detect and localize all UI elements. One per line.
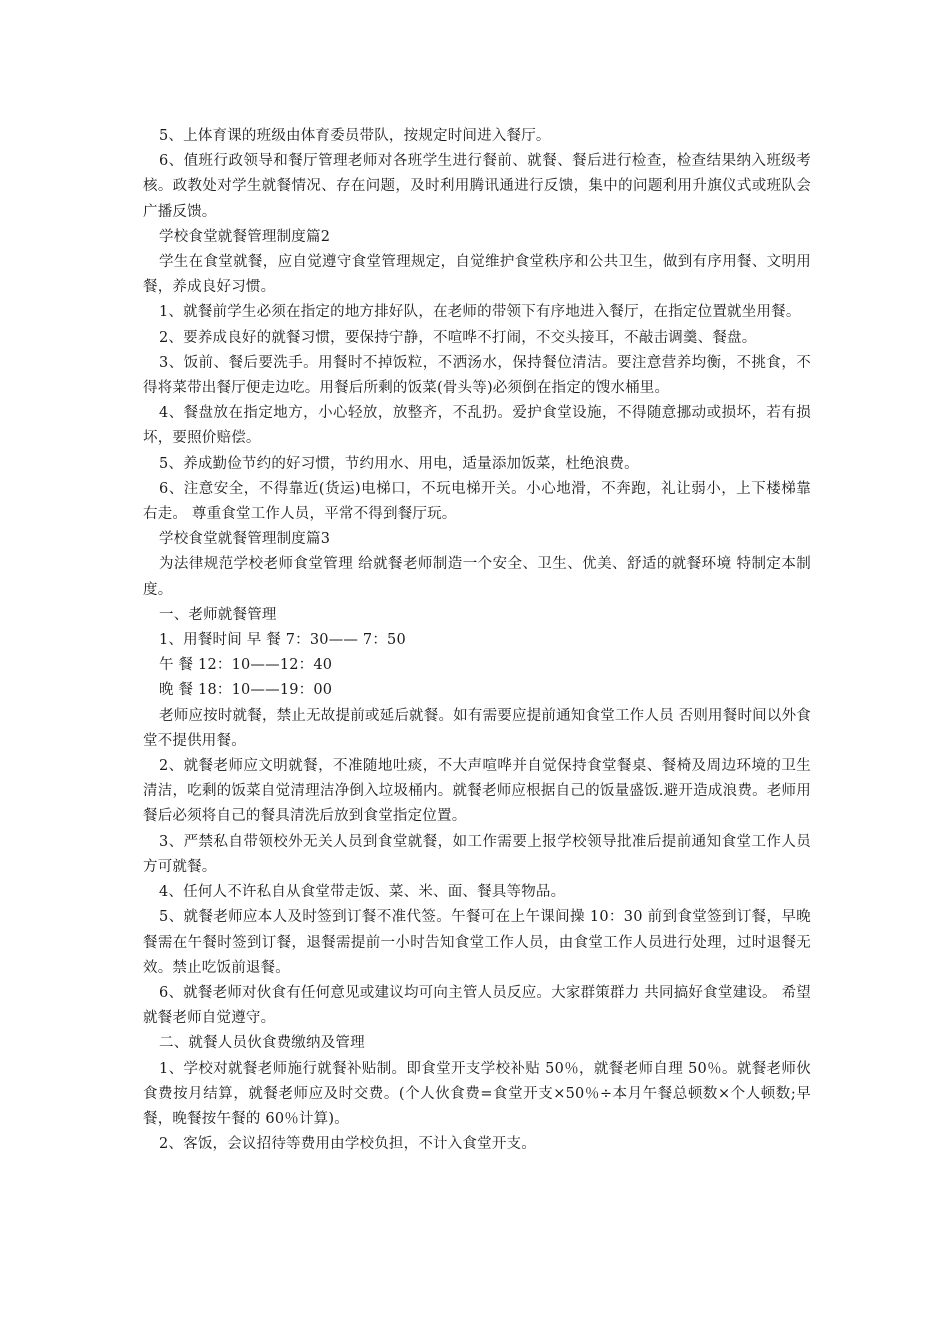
paragraph: 1、就餐前学生必须在指定的地方排好队，在老师的带领下有序地进入餐厅，在指定位置就坐用餐。 (159, 304, 801, 321)
paragraph: 学生在食堂就餐，应自觉遵守食堂管理规定，自觉维护食堂秩序和公共卫生，做到有序用餐、文明用餐，养成良好习惯。 (143, 254, 811, 296)
paragraph: 为法律规范学校老师食堂管理 给就餐老师制造一个安全、卫生、优美、舒适的就餐环境 特制定本制度。 (143, 556, 811, 598)
paragraph: 5、养成勤俭节约的好习惯，节约用水、用电，适量添加饭菜，杜绝浪费。 (159, 455, 639, 472)
paragraph: 4、任何人不许私自从食堂带走饭、菜、米、面、餐具等物品。 (159, 884, 566, 901)
paragraph: 6、就餐老师对伙食有任何意见或建议均可向主管人员反应。大家群策群力 共同搞好食堂建设。 希望就餐老师自觉遵守。 (143, 984, 811, 1027)
paragraph: 3、饭前、餐后要洗手。用餐时不掉饭粒，不洒汤水，保持餐位清洁。要注意营养均衡，不挑食，不得将菜带出餐厅便走边吃。用餐后所剩的饭菜(骨头等)必须倒在指定的馊水桶里。 (143, 354, 811, 397)
document-body (143, 124, 811, 1157)
paragraph: 5、上体育课的班级由体育委员带队，按规定时间进入餐厅。 (159, 128, 551, 144)
paragraph: 午 餐 12：10——12：40 (159, 657, 333, 674)
paragraph: 5、就餐老师应本人及时签到订餐不准代签。午餐可在上午课间操 10：30 前到食堂签到订餐，早晚餐需在午餐时签到订餐，退餐需提前一小时告知食堂工作人员，由食堂工作人员进行处理，过时退餐无效。禁止吃饭前退餐。 (143, 909, 811, 976)
section-heading: 学校食堂就餐管理制度篇2 (159, 228, 331, 245)
paragraph: 2、客饭，会议招待等费用由学校负担，不计入食堂开支。 (159, 1136, 536, 1153)
paragraph: 2、要养成良好的就餐习惯，要保持宁静，不喧哗不打闹，不交头接耳，不敲击调羹、餐盘。 (159, 329, 757, 346)
paragraph: 4、餐盘放在指定地方，小心轻放，放整齐，不乱扔。爱护食堂设施，不得随意挪动或损坏，若有损坏，要照价赔偿。 (143, 405, 811, 447)
paragraph: 晚 餐 18：10——19：00 (159, 682, 333, 699)
subsection-heading: 二、就餐人员伙食费缴纳及管理 (159, 1035, 365, 1052)
paragraph: 2、就餐老师应文明就餐，不准随地吐痰，不大声喧哗并自觉保持食堂餐桌、餐椅及周边环境的卫生清洁，吃剩的饭菜自觉清理洁净倒入垃圾桶内。就餐老师应根据自己的饭量盛饭.避开造成浪费。老师用餐后必须将自己的餐具清洗后放到食堂指定位置。 (143, 758, 811, 825)
section-heading: 学校食堂就餐管理制度篇3 (159, 531, 331, 548)
paragraph: 6、值班行政领导和餐厅管理老师对各班学生进行餐前、就餐、餐后进行检查，检查结果纳入班级考核。政教处对学生就餐情况、存在问题，及时利用腾讯通进行反馈，集中的问题利用升旗仪式或班队会广播反馈。 (143, 153, 811, 220)
paragraph: 1、学校对就餐老师施行就餐补贴制。即食堂开支学校补贴 50％，就餐老师自理 50％。就餐老师伙食费按月结算，就餐老师应及时交费。(个人伙食费=食堂开支×50％÷本月午餐总顿数×个人顿数;早餐，晚餐按午餐的 60％计算)。 (143, 1060, 811, 1127)
paragraph: 老师应按时就餐，禁止无故提前或延后就餐。如有需要应提前通知食堂工作人员 否则用餐时间以外食堂不提供用餐。 (143, 707, 811, 749)
paragraph: 6、注意安全，不得靠近(货运)电梯口，不玩电梯开关。小心地滑，不奔跑，礼让弱小，上下楼梯靠右走。 尊重食堂工作人员，平常不得到餐厅玩。 (143, 480, 811, 523)
paragraph: 3、严禁私自带领校外无关人员到食堂就餐，如工作需要上报学校领导批准后提前通知食堂工作人员方可就餐。 (143, 833, 811, 875)
paragraph: 1、用餐时间 早 餐 7：30—— 7：50 (159, 632, 406, 649)
subsection-heading: 一、老师就餐管理 (159, 606, 277, 623)
